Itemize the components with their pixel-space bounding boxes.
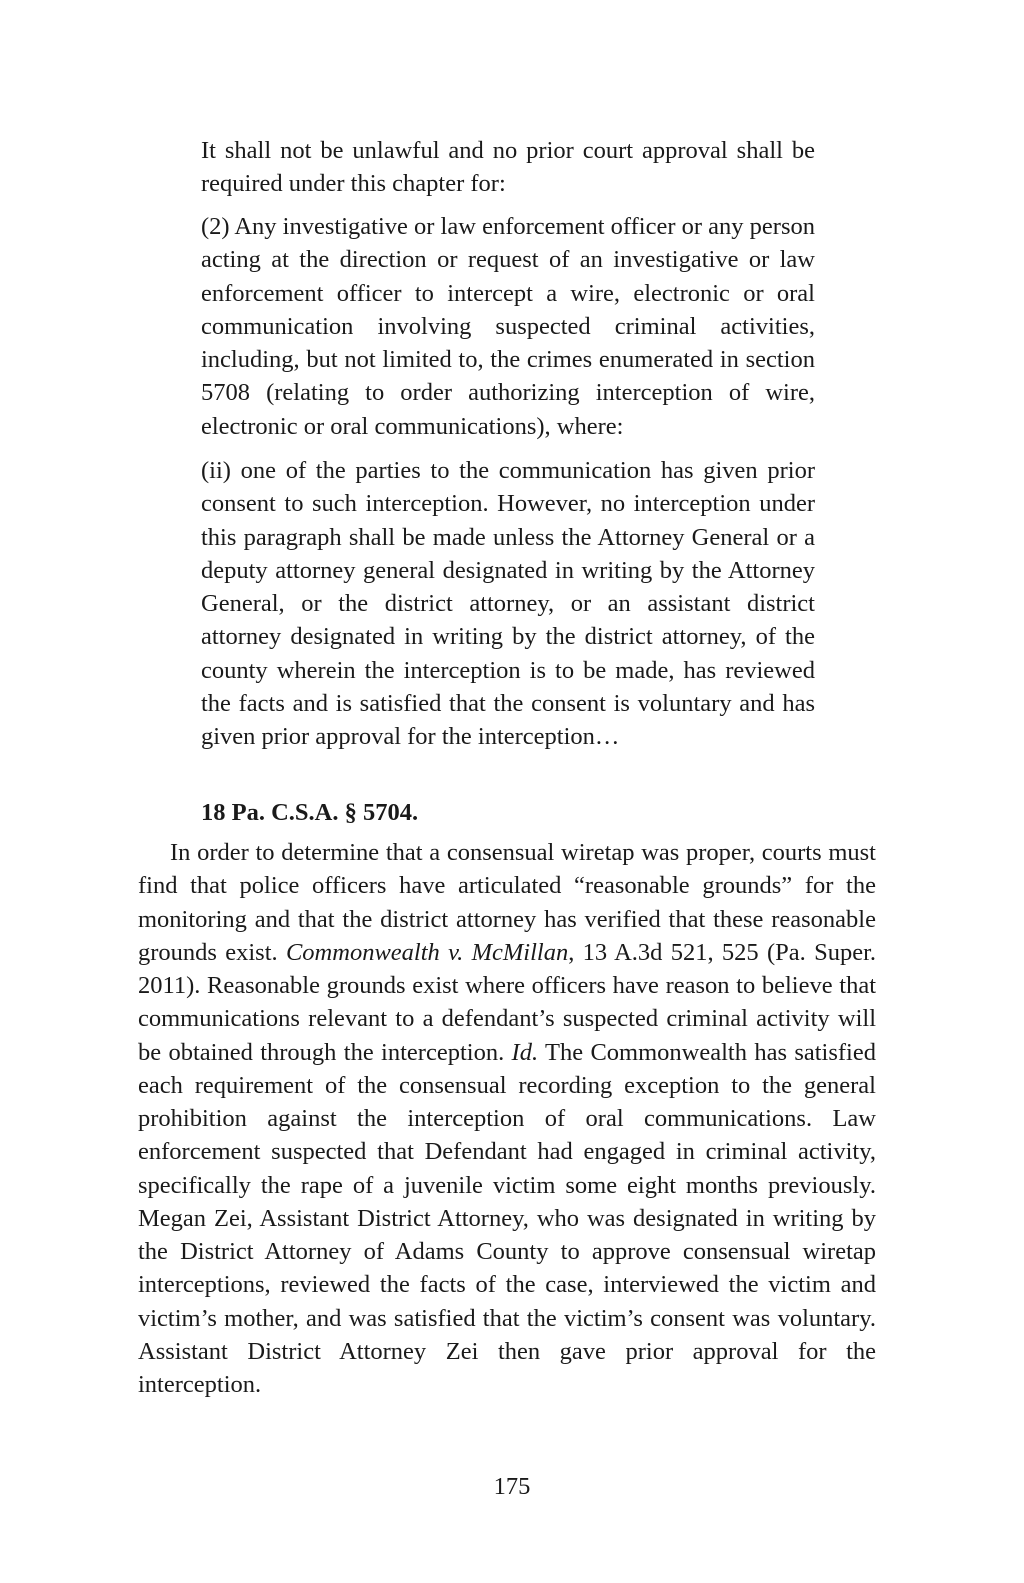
body-text-part-2: , 13 A.3d 521, 525 (Pa. Super. 2011). Reasonable grounds exist where officers have reason to believe that communications relevant to a defendant’s suspected criminal activity will be obtained through the interception. xyxy=(138,938,877,1066)
id-citation: Id. xyxy=(511,1038,539,1066)
quote-paragraph-ii: (ii) one of the parties to the communication has given prior consent to such interception. However, no interception under this paragraph shall be made unless the Attorney General or a deputy attorney general designated in writing by the Attorney General, or the district attorney, or an assistant district attorney designated in writing by the district attorney, of the county wherein the interception is to be made, has reviewed the facts and is satisfied that the consent is voluntary and has given prior approval for the interception… xyxy=(201,457,815,751)
body-text-part-1: In order to determine that a consensual wiretap was proper, courts must find that police officers have articulated “reasonable grounds” for the monitoring and that the district attorney has verified that these reasonable grounds exist. xyxy=(138,839,876,966)
body-text-part-3: The Commonwealth has satisfied each requirement of the consensual recording exception to the general prohibition against the interception of oral communications. Law enforcement suspected that Defendant had engaged in criminal activity, specifically the rape of a juvenile victim some eight months previously. Megan Zei, Assistant District Attorney, who was designated in writing by the District Attorney of Adams County to approve consensual wiretap interceptions, reviewed the facts of the case, interviewed the victim and victim’s mother, and was satisfied that the victim’s consent was voluntary. Assistant District Attorney Zei then gave prior approval for the interception. xyxy=(138,1038,876,1398)
case-name-citation: Commonwealth v. McMillan xyxy=(285,938,569,966)
quote-intro: It shall not be unlawful and no prior court approval shall be required under this chapter for: xyxy=(201,137,815,198)
statute-citation: 18 Pa. C.S.A. § 5704. xyxy=(201,799,419,826)
page-number: 175 xyxy=(493,1473,531,1500)
body-paragraph xyxy=(138,836,876,1401)
quote-paragraph-2: (2) Any investigative or law enforcement officer or any person acting at the direction or request of an investigative or law enforcement officer to intercept a wire, electronic or oral communication involving suspected criminal activities, including, but not limited to, the crimes enumerated in section 5708 (relating to order authorizing interception of wire, electronic or oral communications), where: xyxy=(201,213,815,440)
